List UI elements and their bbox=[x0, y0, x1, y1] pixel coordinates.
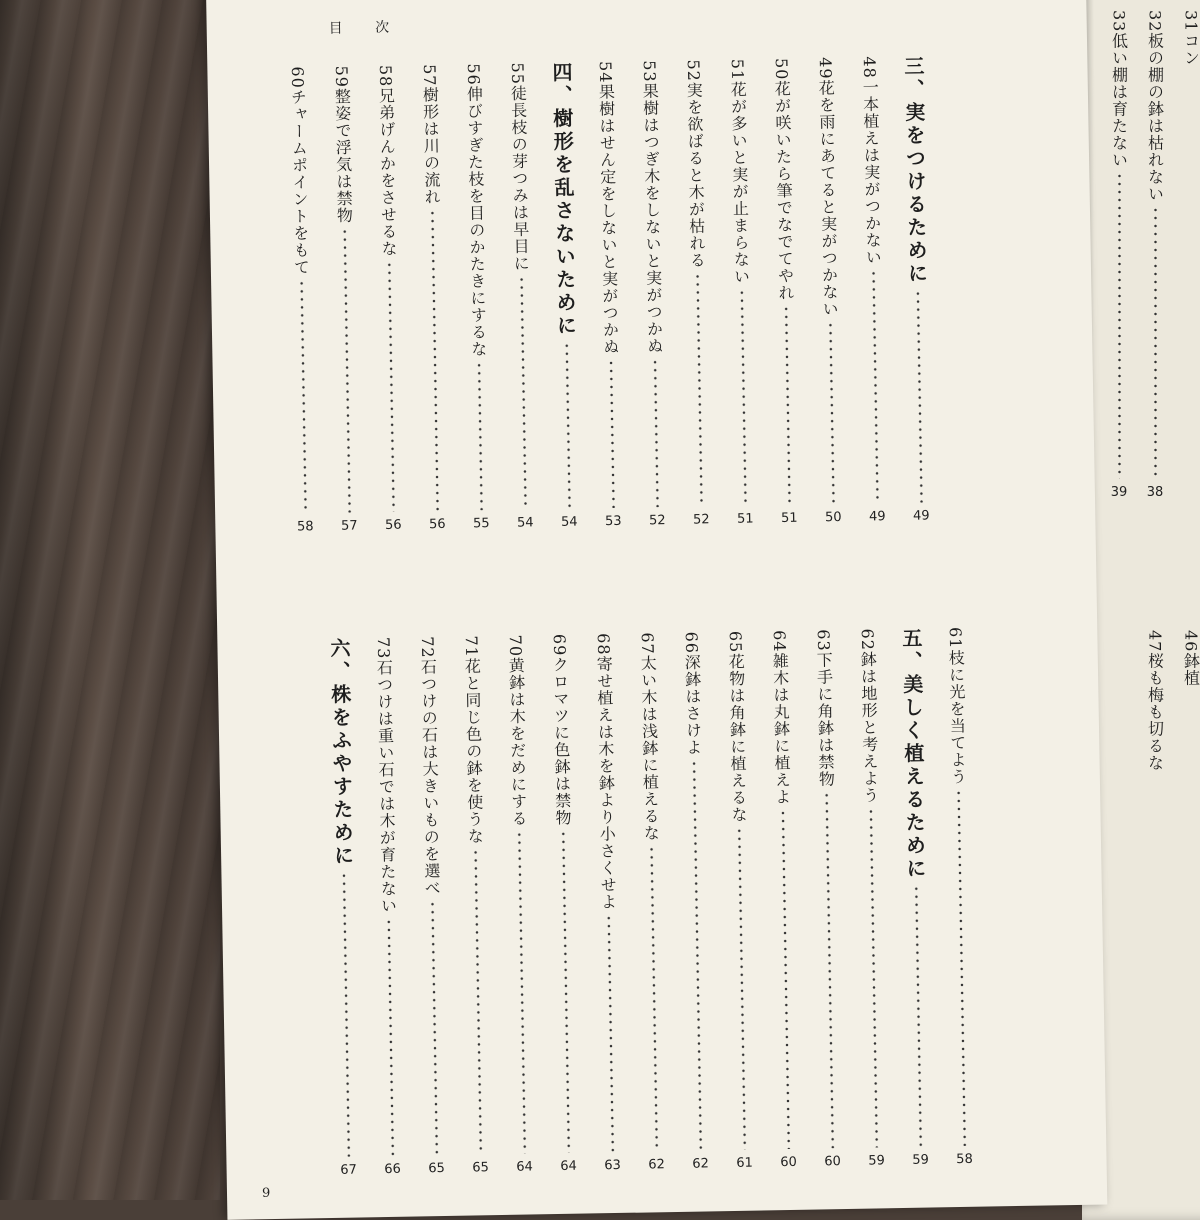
toc-entry bbox=[723, 58, 759, 526]
leader-dots bbox=[828, 321, 834, 504]
book-page bbox=[206, 0, 1107, 1220]
entry-title: 48一本植えは実がつかない bbox=[858, 56, 885, 266]
leader-dots bbox=[565, 342, 571, 509]
entry-page-number: 64 bbox=[560, 1159, 577, 1174]
toc-entry bbox=[283, 66, 319, 534]
leader-dots bbox=[517, 831, 526, 1154]
leader-dots bbox=[781, 809, 790, 1149]
leader-dots bbox=[692, 760, 702, 1151]
leader-dots bbox=[477, 362, 483, 511]
leader-dots bbox=[871, 270, 878, 504]
leader-dots bbox=[869, 808, 878, 1148]
leader-dots bbox=[607, 914, 614, 1152]
entry-page-number: 52 bbox=[693, 512, 710, 527]
toc-entry bbox=[589, 633, 626, 1173]
facing-toc-entry bbox=[1142, 630, 1168, 930]
toc-entry bbox=[545, 634, 582, 1174]
entry-page-number: 56 bbox=[385, 518, 402, 533]
entry-title: 68寄せ植えは木を鉢より小さくせよ bbox=[592, 633, 620, 911]
leader-dots bbox=[737, 827, 746, 1150]
entry-page-number: 60 bbox=[780, 1155, 797, 1170]
leader-dots bbox=[387, 918, 394, 1156]
entry-page-number: 54 bbox=[517, 515, 534, 530]
entry-page-number: 59 bbox=[868, 1153, 885, 1168]
entry-page-number: 49 bbox=[913, 508, 930, 523]
entry-title: 55徒長枝の芽つみは早目に bbox=[506, 62, 533, 272]
entry-title: 69クロマツに色鉢は禁物 bbox=[548, 634, 574, 827]
entry-page-number: 63 bbox=[604, 1158, 621, 1173]
entry-page-number: 64 bbox=[516, 1159, 533, 1174]
toc-entry bbox=[413, 636, 450, 1176]
toc-entry bbox=[635, 60, 671, 528]
leader-dots bbox=[1154, 206, 1157, 479]
entry-title: 70黄鉢は木をだめにする bbox=[504, 634, 530, 827]
toc-section-heading bbox=[899, 55, 935, 523]
leader-dots bbox=[430, 901, 437, 1156]
entry-title: 67太い木は浅鉢に植えるな bbox=[636, 632, 663, 842]
entry-page-number: 50 bbox=[825, 510, 842, 525]
section-title: 四、樹形を乱さないために bbox=[547, 62, 581, 338]
leader-dots bbox=[343, 228, 351, 513]
entry-title: 52実を欲ばると木が枯れる bbox=[682, 59, 709, 269]
entry-page-number: 38 bbox=[1147, 485, 1164, 500]
entry-page-number: 60 bbox=[824, 1154, 841, 1169]
entry-title: 56伸びすぎた枝を目のかたきにするな bbox=[462, 63, 490, 358]
section-title: 三、実をつけるために bbox=[899, 55, 932, 285]
entry-title: 46鉢植 bbox=[1180, 630, 1200, 686]
entry-title: 73石つけは重い石では木が育たない bbox=[372, 637, 400, 915]
toc-section-heading bbox=[897, 628, 934, 1168]
facing-toc-entry bbox=[1178, 10, 1200, 500]
toc-entry bbox=[501, 634, 538, 1174]
toc-section-heading bbox=[325, 638, 362, 1178]
page-header: 目 次 bbox=[329, 17, 404, 38]
leader-dots bbox=[916, 290, 923, 503]
section-title: 六、株をふやすために bbox=[325, 638, 358, 868]
leader-dots bbox=[825, 792, 834, 1149]
leader-dots bbox=[387, 261, 394, 512]
entry-title: 59整姿で浮気は禁物 bbox=[330, 65, 356, 224]
entry-title: 51花が多いと実が止まらない bbox=[726, 59, 753, 286]
leader-dots bbox=[520, 276, 527, 510]
entry-page-number: 54 bbox=[561, 515, 578, 530]
entry-page-number: 66 bbox=[384, 1162, 401, 1177]
leader-dots bbox=[609, 359, 615, 508]
entry-title: 66深鉢はさけよ bbox=[680, 631, 705, 756]
toc-entry bbox=[633, 632, 670, 1172]
toc-entry bbox=[853, 628, 890, 1168]
toc-entry bbox=[371, 65, 407, 533]
leader-dots bbox=[1118, 172, 1121, 479]
leader-dots bbox=[653, 359, 659, 508]
entry-title: 32板の棚の鉢は枯れない bbox=[1144, 10, 1167, 202]
toc-entry bbox=[811, 57, 847, 525]
facing-toc-entry bbox=[1106, 10, 1132, 500]
leader-dots bbox=[740, 289, 747, 506]
leader-dots bbox=[474, 849, 482, 1155]
leader-dots bbox=[561, 830, 570, 1153]
leader-dots bbox=[430, 209, 438, 511]
entry-title: 62鉢は地形と考えよう bbox=[856, 628, 882, 804]
entry-page-number: 67 bbox=[340, 1163, 357, 1178]
entry-page-number: 58 bbox=[297, 519, 314, 534]
toc-entry bbox=[677, 631, 714, 1171]
leader-dots bbox=[784, 305, 790, 505]
entry-page-number: 65 bbox=[428, 1161, 445, 1176]
page-number: 9 bbox=[262, 1186, 270, 1201]
leader-dots bbox=[300, 280, 307, 514]
toc-entry bbox=[327, 65, 363, 533]
toc-section-heading bbox=[547, 62, 583, 530]
toc-entry bbox=[679, 59, 715, 527]
toc-entry bbox=[809, 629, 846, 1169]
toc-entry bbox=[457, 635, 494, 1175]
entry-page-number: 55 bbox=[473, 516, 490, 531]
entry-title: 58兄弟げんかをさせるな bbox=[374, 65, 400, 258]
entry-page-number: 51 bbox=[781, 511, 798, 526]
entry-title: 49花を雨にあてると実がつかない bbox=[814, 57, 842, 318]
toc-entry bbox=[855, 56, 891, 524]
entry-title: 71花と同じ色の鉢を使うな bbox=[460, 635, 487, 845]
entry-title: 61枝に光を当てよう bbox=[944, 627, 970, 786]
entry-title: 63下手に角鉢は禁物 bbox=[812, 629, 838, 788]
leader-dots bbox=[696, 273, 703, 507]
entry-title: 53果樹はつぎ木をしないと実がつかぬ bbox=[638, 60, 666, 355]
entry-page-number: 57 bbox=[341, 518, 358, 533]
toc-entry bbox=[415, 64, 451, 532]
leader-dots bbox=[957, 789, 966, 1146]
entry-title: 65花物は角鉢に植えるな bbox=[724, 631, 750, 824]
toc-entry bbox=[767, 58, 803, 526]
toc-entry bbox=[591, 61, 627, 529]
wooden-table bbox=[0, 0, 220, 1200]
entry-page-number: 62 bbox=[648, 1157, 665, 1172]
leader-dots bbox=[342, 872, 350, 1157]
entry-page-number: 61 bbox=[736, 1156, 753, 1171]
section-title: 五、美しく植えるために bbox=[897, 628, 930, 881]
entry-title: 47桜も梅も切るな bbox=[1144, 630, 1167, 771]
entry-title: 57樹形は川の流れ bbox=[418, 64, 443, 206]
entry-title: 31コン bbox=[1180, 10, 1200, 66]
entry-page-number: 49 bbox=[869, 509, 886, 524]
entry-page-number: 52 bbox=[649, 513, 666, 528]
facing-toc-entry bbox=[1142, 10, 1168, 500]
entry-page-number: 53 bbox=[605, 514, 622, 529]
entry-title: 72石つけの石は大きいものを選べ bbox=[416, 636, 444, 897]
toc-entry bbox=[765, 630, 802, 1170]
toc-entry bbox=[721, 631, 758, 1171]
entry-title: 60チャームポイントをもて bbox=[286, 66, 313, 276]
entry-title: 50花が咲いたら筆でなでてやれ bbox=[770, 58, 797, 302]
toc-entry bbox=[369, 637, 406, 1177]
toc-entry bbox=[459, 63, 495, 531]
entry-title: 64雑木は丸鉢に植えよ bbox=[768, 630, 794, 806]
entry-page-number: 65 bbox=[472, 1160, 489, 1175]
entry-page-number: 59 bbox=[912, 1153, 929, 1168]
leader-dots bbox=[914, 885, 922, 1147]
entry-page-number: 58 bbox=[956, 1152, 973, 1167]
leader-dots bbox=[650, 846, 658, 1152]
toc-entry bbox=[503, 62, 539, 530]
entry-page-number: 51 bbox=[737, 512, 754, 527]
entry-title: 33低い棚は育たない bbox=[1108, 10, 1131, 168]
facing-toc-entry bbox=[1178, 630, 1200, 930]
toc-entry bbox=[941, 627, 978, 1167]
entry-page-number: 56 bbox=[429, 517, 446, 532]
entry-page-number: 39 bbox=[1111, 485, 1128, 500]
entry-page-number: 62 bbox=[692, 1156, 709, 1171]
entry-title: 54果樹はせん定をしないと実がつかぬ bbox=[594, 61, 622, 356]
